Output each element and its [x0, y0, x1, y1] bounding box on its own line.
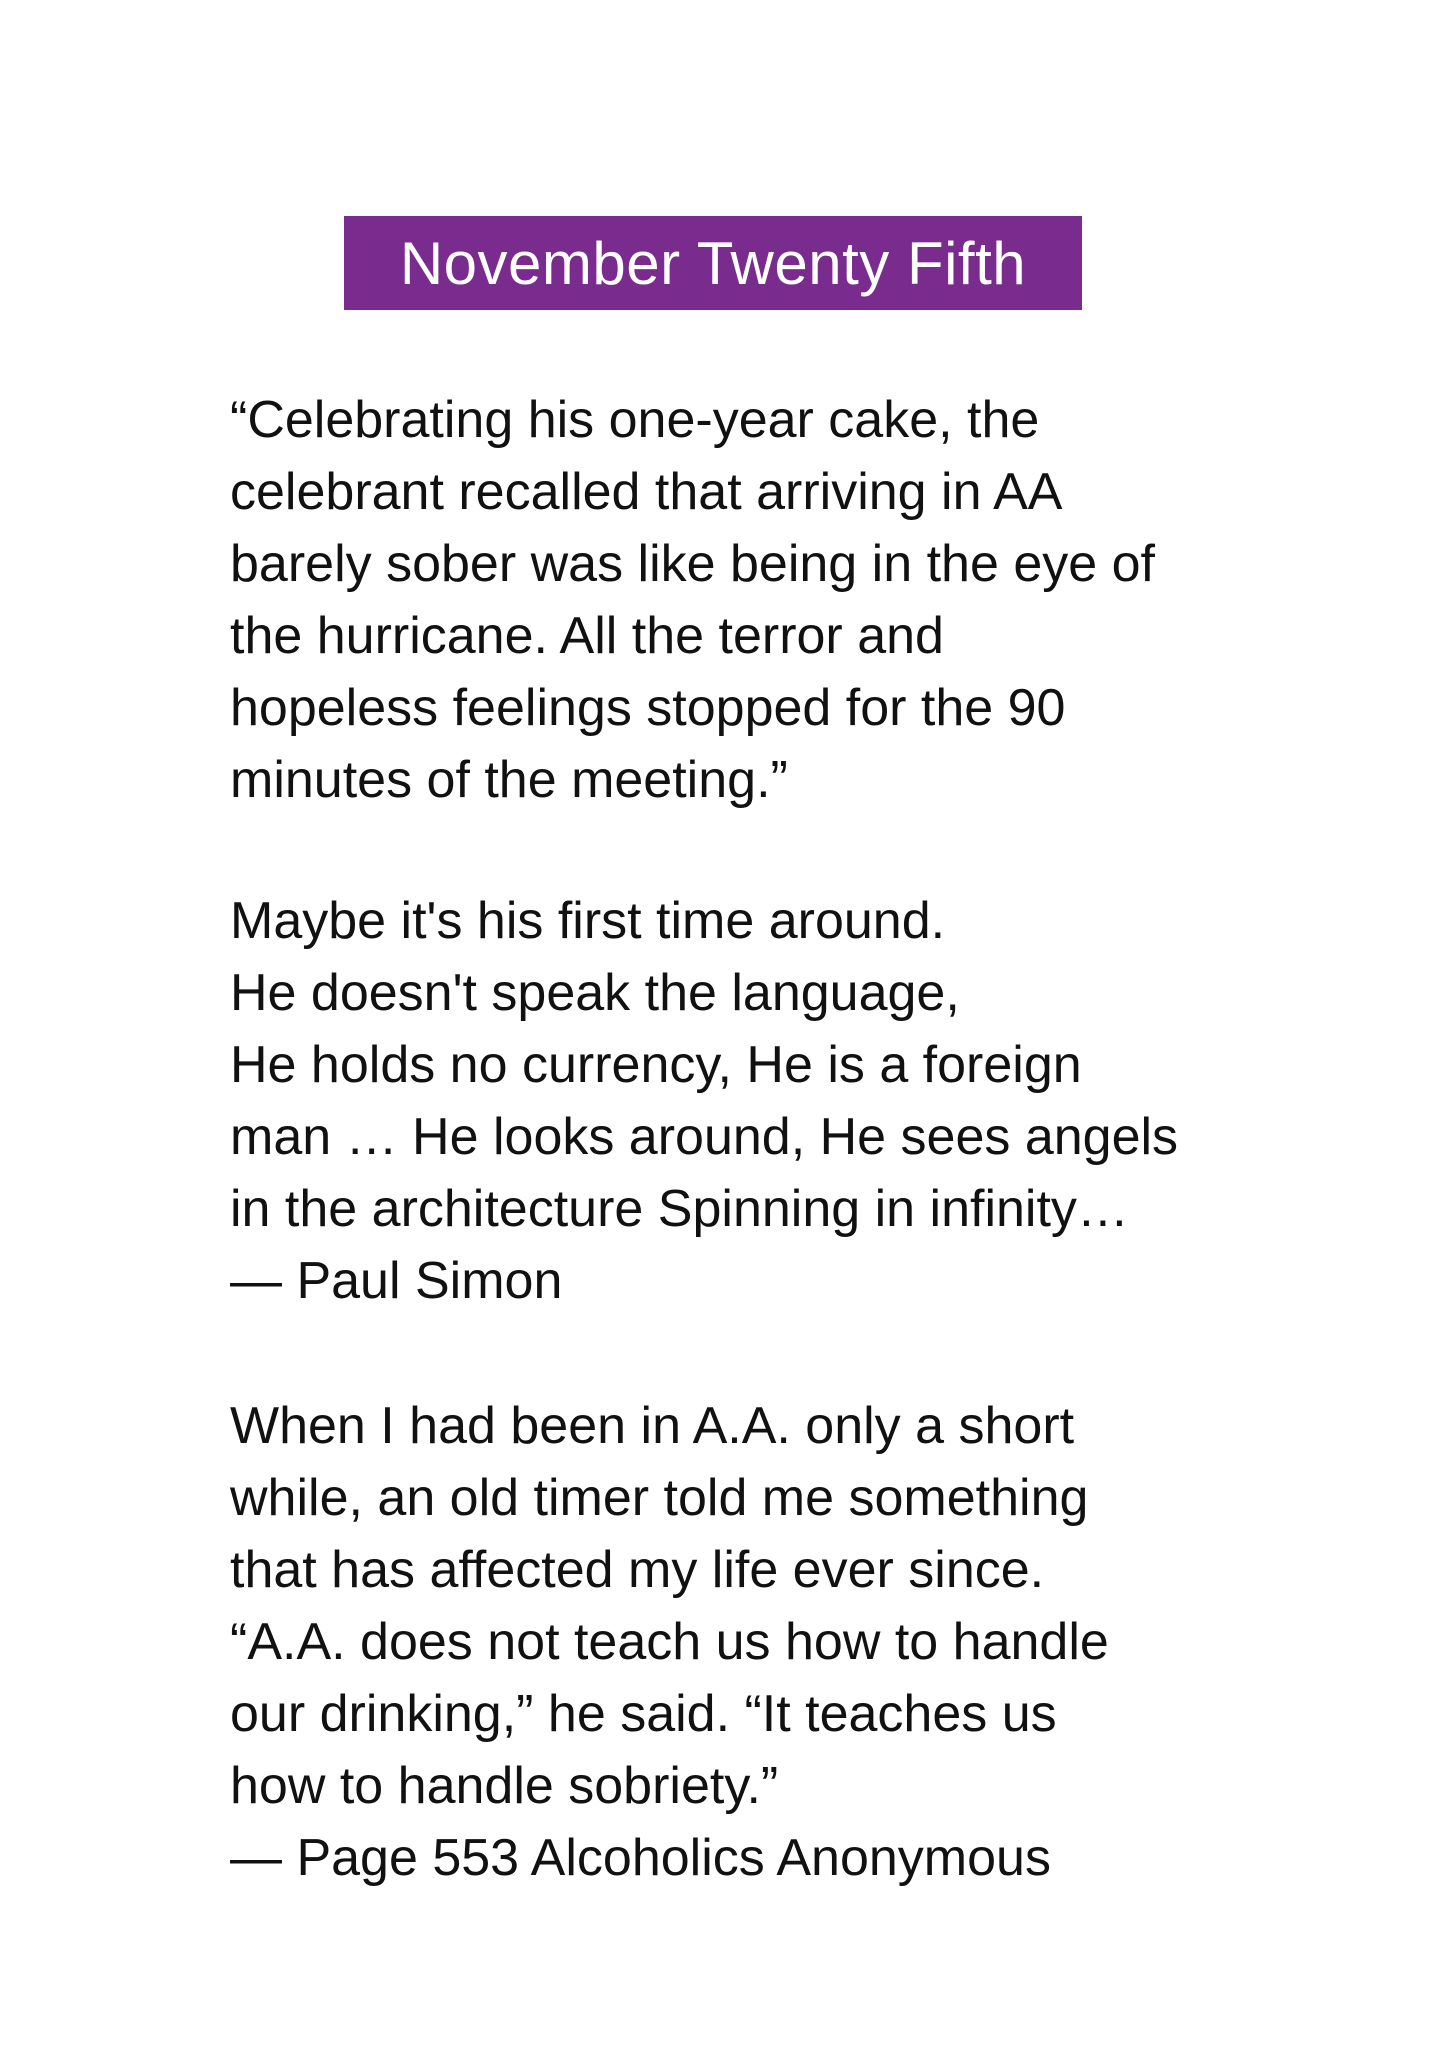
text-line: while, an old timer told me something	[230, 1469, 1089, 1527]
title-banner	[344, 216, 1082, 310]
text-line: our drinking,” he said. “It teaches us	[230, 1685, 1057, 1743]
attribution-line: — Page 553 Alcoholics Anonymous	[230, 1829, 1051, 1887]
big-book-quote-block	[230, 1390, 1240, 1894]
page-title: November Twenty Fifth	[399, 229, 1027, 297]
text-line: “Celebrating his one-year cake, the	[230, 391, 1040, 449]
song-lyric-block	[230, 885, 1240, 1317]
text-line: celebrant recalled that arriving in AA	[230, 463, 1063, 521]
text-line: When I had been in A.A. only a short	[230, 1397, 1075, 1455]
text-line: Maybe it's his first time around.	[230, 892, 946, 950]
text-line: He holds no currency, He is a foreign	[230, 1036, 1082, 1094]
text-line: He doesn't speak the language,	[230, 964, 960, 1022]
text-line: hopeless feelings stopped for the 90	[230, 679, 1066, 737]
text-line: that has affected my life ever since.	[230, 1541, 1045, 1599]
text-line: “A.A. does not teach us how to handle	[230, 1613, 1109, 1671]
attribution-line: — Paul Simon	[230, 1252, 563, 1310]
text-line: barely sober was like being in the eye of	[230, 535, 1155, 593]
text-line: minutes of the meeting.”	[230, 751, 788, 809]
text-line: how to handle sobriety.”	[230, 1757, 779, 1815]
text-line: in the architecture Spinning in infinity…	[230, 1180, 1129, 1238]
text-line: the hurricane. All the terror and	[230, 607, 944, 665]
text-line: man … He looks around, He sees angels	[230, 1108, 1179, 1166]
opening-quote-block	[230, 384, 1240, 816]
